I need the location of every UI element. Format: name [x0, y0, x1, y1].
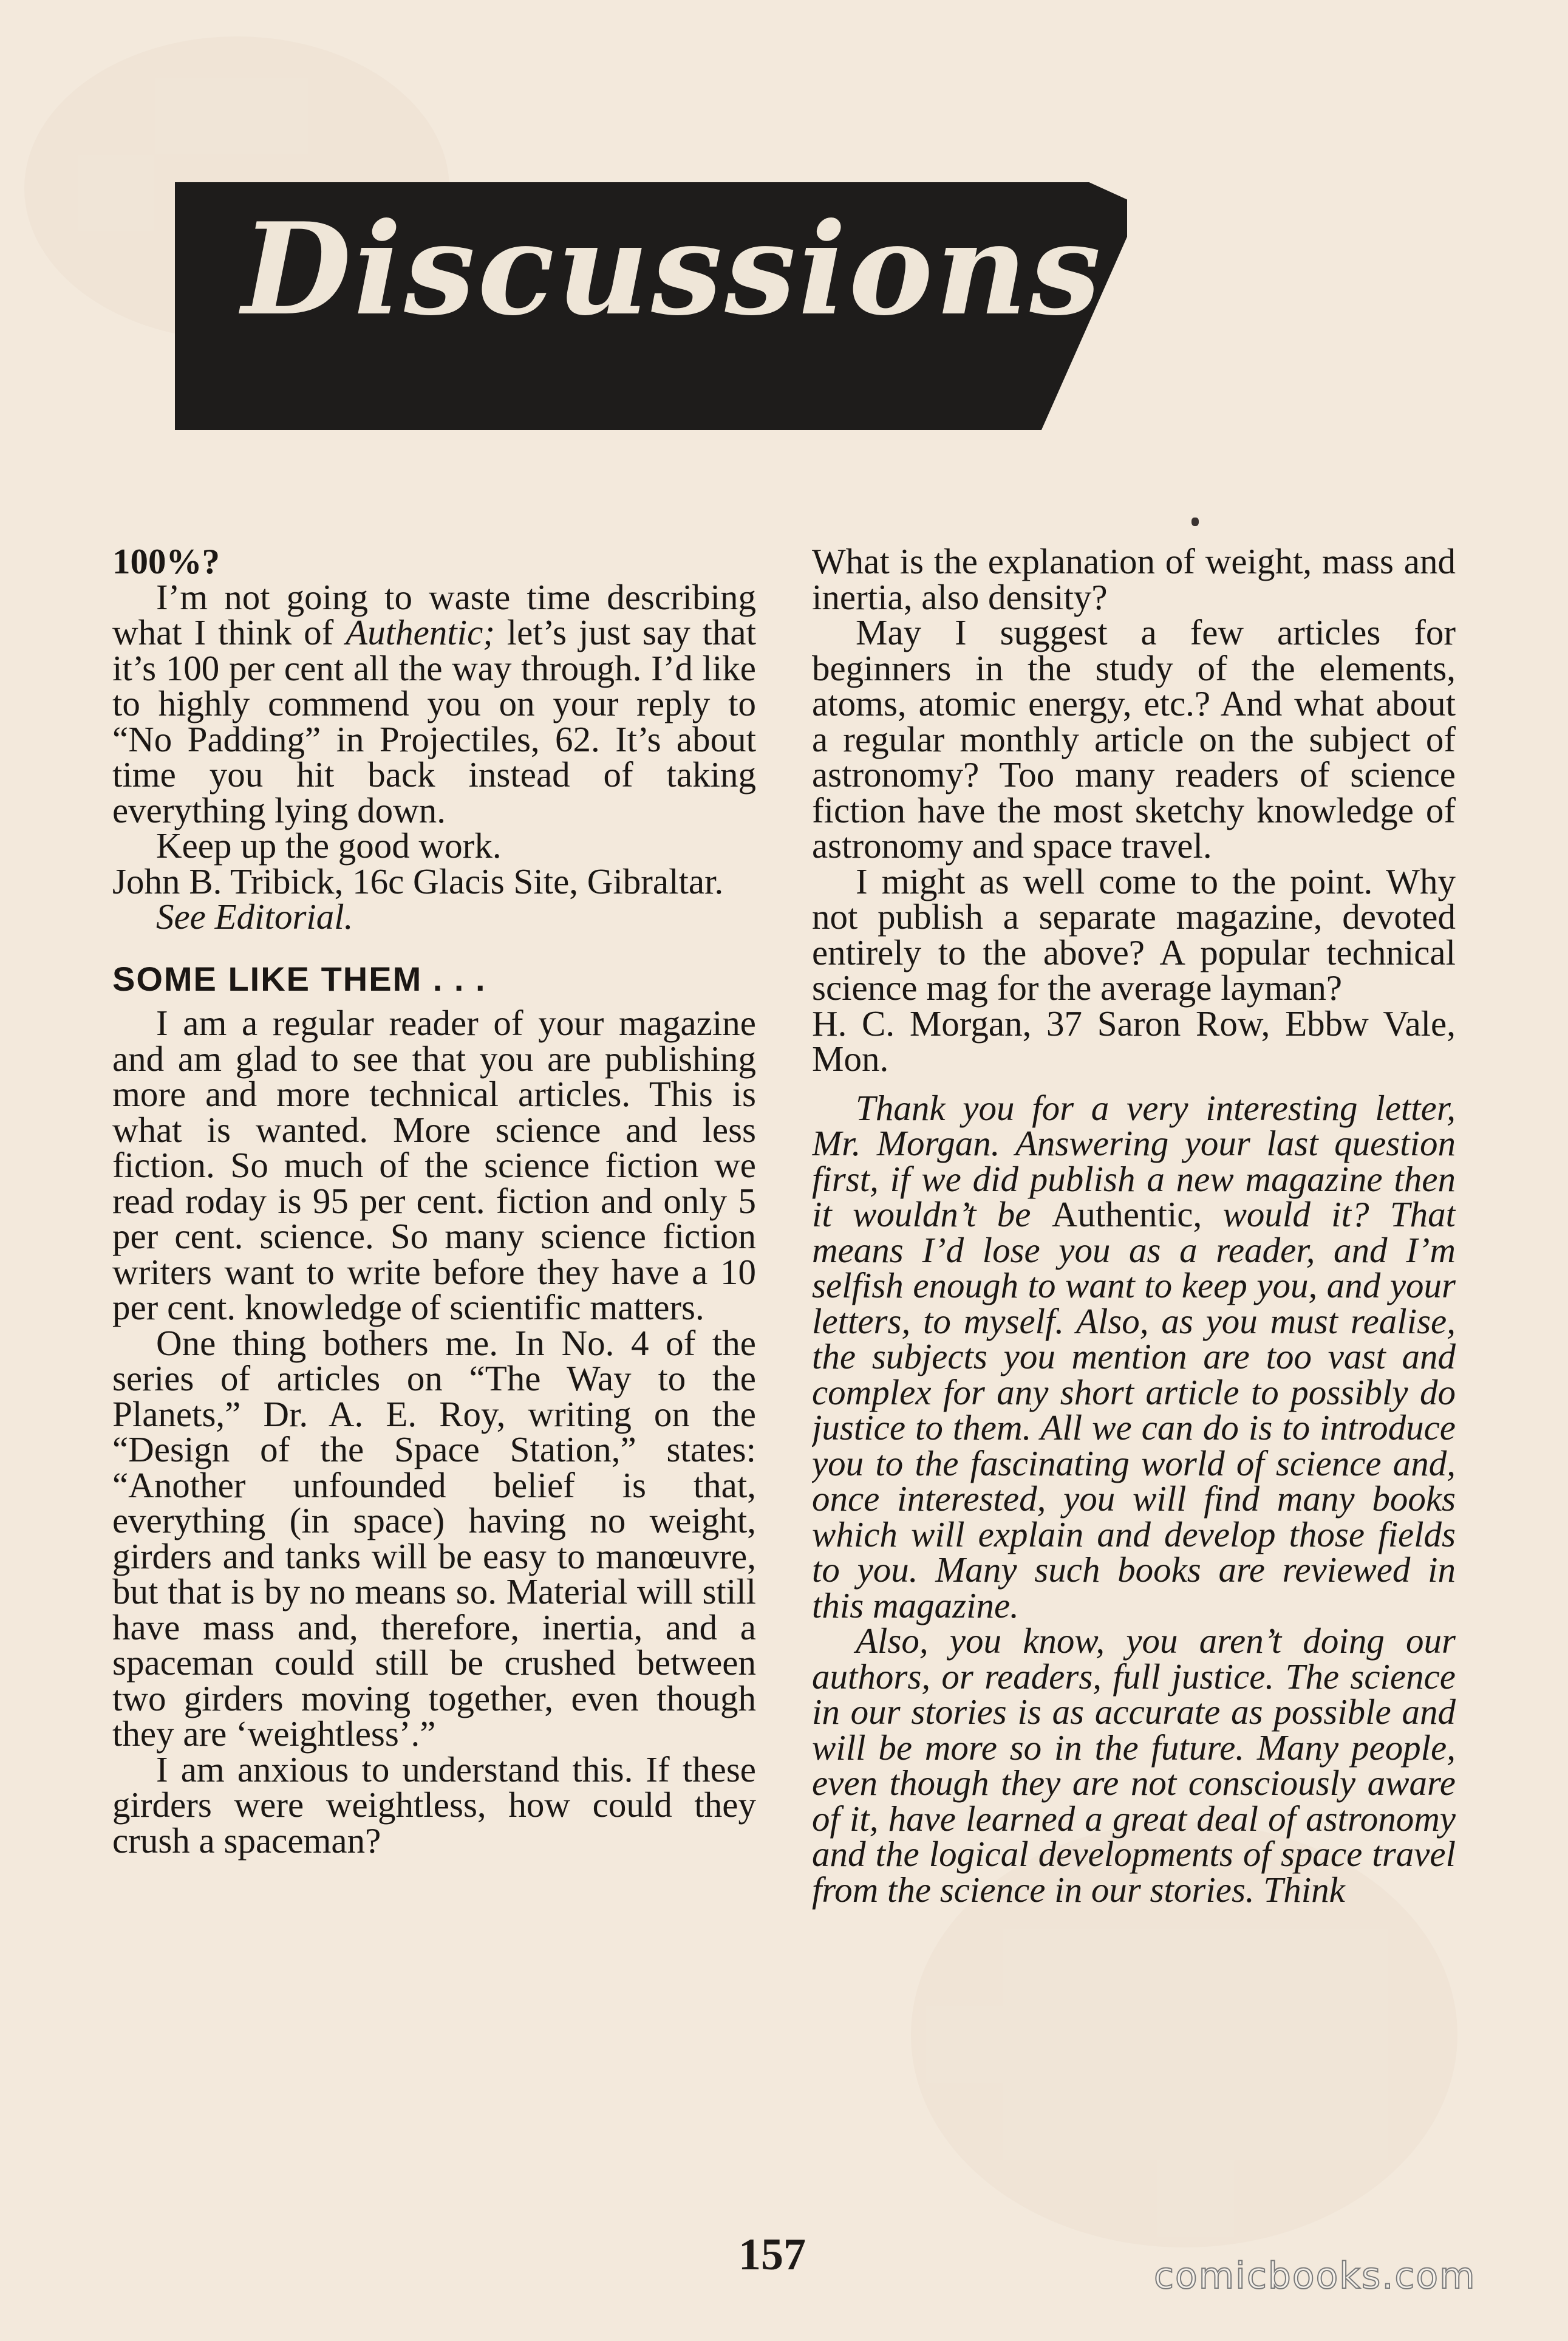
letter-heading: 100%? — [112, 544, 220, 581]
right-column — [812, 544, 1456, 2208]
editor-reply: Also, you know, you aren’t doing our authors, or readers, full justice. The science in our stories is as accurate as possible and will be more so in the future. Many people, even though they are not consciously aware of it, have learned a great deal of astronomy and the logical developments of space travel from the science in our stories. Think — [812, 1621, 1456, 1910]
letter-text: let’s just say that it’s 100 per cent all the way through. I’d like to highly commend you on your reply to “No Padding” in Projectiles, 62. It’s about time you hit back instead of taking everything lying down. — [112, 612, 756, 830]
watermark: comicbooks.com — [1154, 2255, 1476, 2297]
ink-speck — [1191, 518, 1199, 526]
editor-reply — [812, 1087, 1456, 1625]
left-column — [112, 544, 756, 2208]
page-number: 157 — [738, 2230, 806, 2280]
letter-heading: SOME LIKE THEM . . . — [112, 959, 486, 998]
letter-body: I might as well come to the point. Why not publish a separate magazine, devoted entirely to the above? A popular technical science mag for the average layman? — [812, 861, 1456, 1008]
spacer — [112, 935, 756, 962]
letter-signature: H. C. Morgan, 37 Saron Row, Ebbw Vale, Mon. — [812, 1003, 1456, 1079]
letter-signature: John B. Tribick, 16c Glacis Site, Gibraltar. — [112, 861, 724, 901]
reply-text: Thank you for a very interesting letter, Mr. Morgan. Answering your last question first, if we did publish a new magazine then it wouldn’t be — [812, 1087, 1456, 1234]
letter-body: May I suggest a few articles for beginners in the study of the elements, atoms, atomic energy, etc.? And what about a regular monthly article on the subject of astronomy? Too many readers of science fiction have the most sketchy knowledge of astronomy and space travel. — [812, 612, 1456, 866]
letter-text: I’m not going to waste time describing what I think of — [112, 576, 756, 652]
reply-text: would it? That means I’d lose you as a reader, and I’m selfish enough to want to keep you, and your letters, to myself. Also, as you must realise, the subjects you mention are too vast and complex for any short article to possibly do justice to them. All we can do is to introduce you to the fascinating world of science and, once interested, you will find many books which will explain and develop those fields to you. Many such books are reviewed in this magazine. — [812, 1194, 1456, 1625]
reply-text-roman: Authentic, — [1051, 1194, 1202, 1234]
letter-body: One thing bothers me. In No. 4 of the series of articles on “The Way to the Planets,” Dr. A. E. Roy, writing on the “Design of the Space Station,” states: “Another unfounded belief is that, everything (in space) having no weight, girders and tanks will be easy to manœuvre, but that is by no means so. Material will still have mass and, therefore, inertia, and a spaceman could still be crushed between two girders moving together, even though they are ‘weightless’.” — [112, 1322, 756, 1754]
section-title: Discussions — [242, 196, 1103, 344]
letter-body: I am anxious to understand this. If these girders were weightless, how could they crush a spaceman? — [112, 1749, 756, 1861]
letter-closing: Keep up the good work. — [156, 825, 502, 866]
letter-text-italic: Authentic; — [346, 612, 495, 652]
letter-body — [112, 576, 756, 830]
letter-body: I am a regular reader of your magazine and am glad to see that you are publishing more and more technical articles. This is what is wanted. More science and less fiction. So much of the science fiction we read roday is 95 per cent. fiction and only 5 per cent. science. So many science fiction writers want to write before they have a 10 per cent. knowledge of scientific matters. — [112, 1003, 756, 1327]
editor-reply: See Editorial. — [156, 897, 353, 937]
letter-body: What is the explanation of weight, mass and inertia, also density? — [812, 544, 1456, 617]
